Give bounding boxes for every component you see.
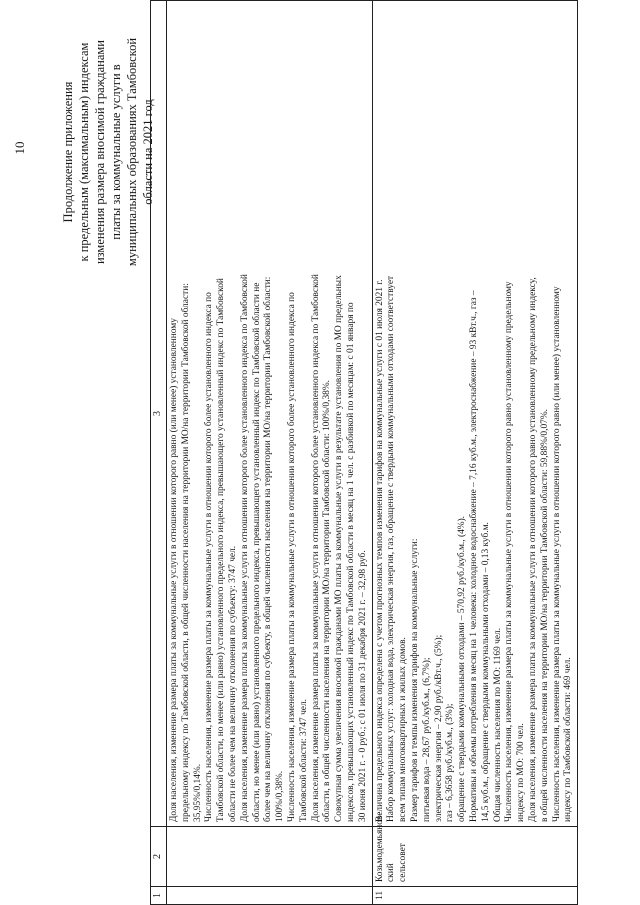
text-line: Численность населения, изменение размера платы за коммунальные услуги в отношении которого равно установленному предельному xyxy=(504,281,515,822)
table-header-row xyxy=(151,1,167,905)
text-line: Величина предельного индекса определена с учетом прогнозных темпов изменения тарифов на коммунальные услуги с 01 июля 2021 г. xyxy=(374,279,385,822)
caption-line: Продолжение приложения xyxy=(61,81,75,223)
text-line: Общая численность населения по МО: 1169 чел. xyxy=(492,627,503,822)
header-cell-3: 3 xyxy=(151,1,167,827)
text-line: Тамбовской области: 3747 чел. xyxy=(298,699,309,822)
header-cell-2: 2 xyxy=(151,827,167,887)
text-line: газ – 6,3658 руб./куб.м., (3%); xyxy=(445,703,456,822)
table-row xyxy=(167,1,373,905)
text-line: Совокупная сумма увеличения вносимой гражданами МО платы за коммунальные услуги в результате установления по МО предельных xyxy=(334,275,345,822)
indices-table xyxy=(150,0,578,905)
text-line: Численность населения, изменение размера платы за коммунальные услуги в отношении которого равно (или менее) установленному xyxy=(551,286,562,822)
row-number: 11 xyxy=(372,887,578,905)
description-cell xyxy=(167,1,373,827)
page-number: 10 xyxy=(12,141,27,155)
text-line: индексов, превышающих установленный индекс по Тамбовской области в месяц на 1 чел. с разбивкой по месяцам: с 01 января по xyxy=(345,302,356,822)
text-line: Доля населения, изменение размера платы за коммунальные услуги в отношении которого равно (или менее) установленному xyxy=(169,318,179,822)
text-line: области, но менее (или равно) установленного предельного индекса, превышающего установленный индекс по Тамбовской области не xyxy=(251,282,262,822)
table-row xyxy=(372,1,578,905)
caption-line: изменения размера вносимой гражданами xyxy=(93,40,107,265)
text-line: области, в общей численности населения на территории МО/на территории Тамбовской области: 100%/0,38%. xyxy=(322,380,333,822)
text-line: области не более чем на величину отклонения по субъекту: 3747 чел. xyxy=(227,545,238,822)
text-line: электрическая энергия – 2,90 руб./кВт.ч., (5%); xyxy=(433,634,444,822)
text-line: Набор коммунальных услуг: холодная вода, электрическая энергия, газ, обращение с твердыми коммунальными отходами соответствует xyxy=(386,275,397,822)
text-line: Нормативы и объемы потребления в месяц на 1 человека: холодное водоснабжение – 7,16 куб.м., электроснабжение – 93 кВт.ч., газ – xyxy=(468,290,479,822)
text-line: более чем на величину отклонения по субъекту, в общей численности населения на территории МО/на территории Тамбовской области: xyxy=(263,276,274,822)
text-line: 35,95%/0,14%. xyxy=(192,763,203,822)
text-line: 30 июня 2021 г. - 0 руб.; с 01 июля по 31 декабря 2021 г. – 32,98 руб. xyxy=(357,550,368,822)
municipality-name xyxy=(167,827,373,887)
text-line: обращение с твердыми коммунальными отходами – 570,92 руб./куб.м., (4%). xyxy=(457,515,468,822)
text-line: в общей численности населения на территории МО/на территории Тамбовской области: 59,88%/0,07%. xyxy=(539,409,550,822)
text-line: Численность населения, изменение размера платы за коммунальные услуги в отношении которого более установленного индекса по xyxy=(286,292,297,822)
text-line: Доля населения, изменение размера платы за коммунальные услуги в отношении которого равно установленному предельному индексу, xyxy=(527,277,538,822)
text-line: предельному индексу по Тамбовской области, в общей численности населения на территории МО/на территории Тамбовской области: xyxy=(180,283,191,822)
caption-line: области на 2021 год xyxy=(141,99,155,205)
header-cell-1: 1 xyxy=(151,887,167,905)
caption-line: платы за коммунальные услуги в xyxy=(109,64,123,240)
text-line: Размер тарифов и темпы изменения тарифов на коммунальные услуги: xyxy=(409,538,420,822)
caption-line: муниципальных образованиях Тамбовской xyxy=(125,37,139,267)
text-line: индексу по МО: 700 чел. xyxy=(516,723,527,822)
municipality-name: Козьмодемьянов-ский сельсовет xyxy=(372,827,578,887)
text-line: Доля населения, изменение размера платы за коммунальные услуги в отношении которого более установленного индекса по Тамбовской xyxy=(310,274,321,822)
text-line: питьевая вода – 28,67 руб./куб.м., (6,7%); xyxy=(421,657,432,822)
appendix-caption xyxy=(60,27,156,277)
text-line: всем типам многоквартирных и жилых домов. xyxy=(398,637,409,822)
row-number xyxy=(167,887,373,905)
text-line: индексу по Тамбовской области: 469 чел. xyxy=(563,657,574,822)
text-line: 14,5 куб.м., обращение с твердыми коммунальными отходами – 0,13 куб.м. xyxy=(480,522,491,822)
caption-line: к предельным (максимальным) индексам xyxy=(77,42,91,262)
text-line: Доля населения, изменение размера платы за коммунальные услуги в отношении которого более установленного индекса по Тамбовской xyxy=(239,274,250,822)
text-line: 100%/0,38%. xyxy=(275,770,286,822)
text-line: Численность населения, изменение размера платы за коммунальные услуги в отношении которого более установленного индекса по xyxy=(204,292,215,822)
description-cell xyxy=(372,1,578,827)
text-line: Тамбовской области, но менее (или равно) установленного предельного индекса, превышающего установленный индекс по Тамбовской xyxy=(216,278,227,822)
